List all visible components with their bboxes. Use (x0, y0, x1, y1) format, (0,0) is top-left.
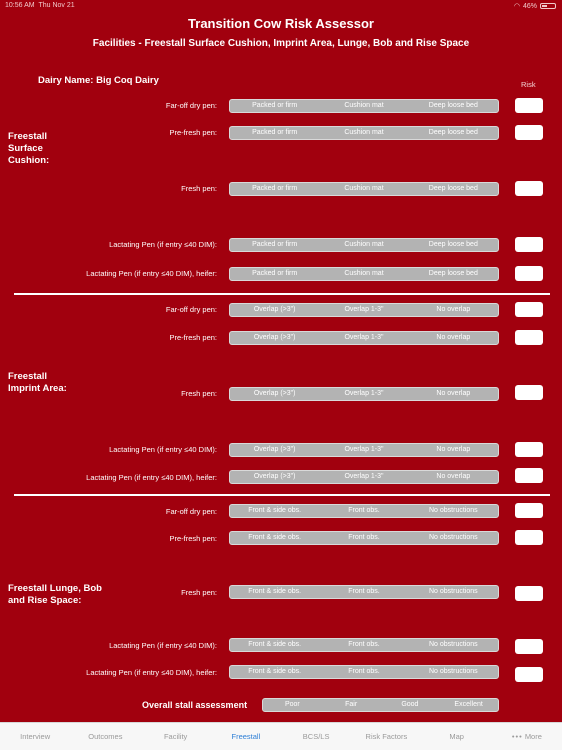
row-label-far-off: Far-off dry pen: (165, 305, 217, 314)
segmented-imprint-far-off[interactable] (229, 303, 499, 317)
dairy-name: Dairy Name: Big Coq Dairy (38, 75, 159, 86)
segment-option[interactable]: Front obs. (348, 588, 380, 595)
row-label-fresh: Fresh pen: (181, 588, 217, 597)
segmented-imprint-lactating-heifer[interactable] (229, 470, 499, 484)
segment-option[interactable]: No overlap (436, 334, 471, 341)
risk-field-cushion-pre-fresh[interactable] (515, 125, 543, 140)
wifi-icon: ◠ (513, 3, 520, 10)
segmented-lunge-pre-fresh[interactable] (229, 531, 499, 545)
segment-option[interactable]: Deep loose bed (428, 270, 478, 277)
segment-option[interactable]: Cushion mat (344, 185, 384, 192)
row-label-lactating-heifer: Lactating Pen (if entry ≤40 DIM), heifer: (86, 269, 217, 278)
segment-option[interactable]: No overlap (436, 473, 471, 480)
segmented-cushion-lactating[interactable] (229, 238, 499, 252)
segmented-overall-assessment[interactable] (262, 698, 499, 712)
risk-field-cushion-fresh[interactable] (515, 181, 543, 196)
segment-option[interactable]: No obstructions (429, 668, 478, 675)
segment-option[interactable]: Front obs. (348, 641, 380, 648)
status-time: 10:56 AM (5, 2, 35, 9)
segment-option[interactable]: Deep loose bed (428, 185, 478, 192)
segment-option[interactable]: Front & side obs. (248, 507, 302, 514)
risk-field-imprint-lactating[interactable] (515, 442, 543, 457)
section-label-lunge: Freestall Lunge, Bob and Rise Space: (8, 583, 102, 606)
segmented-cushion-lactating-heifer[interactable] (229, 267, 499, 281)
segment-option[interactable]: Overlap (>3") (253, 306, 296, 313)
status-date: Thu Nov 21 (38, 2, 75, 9)
segment-option[interactable]: Front obs. (348, 534, 380, 541)
row-label-lactating: Lactating Pen (if entry ≤40 DIM): (109, 641, 217, 650)
section-divider (14, 494, 550, 496)
segment-option[interactable]: Front obs. (348, 668, 380, 675)
section-divider (14, 293, 550, 295)
segmented-imprint-pre-fresh[interactable] (229, 331, 499, 345)
tab-bar (0, 722, 562, 750)
risk-field-lunge-lactating-heifer[interactable] (515, 667, 543, 682)
segment-option[interactable]: Overlap (>3") (253, 334, 296, 341)
segment-option[interactable]: No obstructions (429, 507, 478, 514)
risk-field-imprint-pre-fresh[interactable] (515, 330, 543, 345)
segment-option[interactable]: Poor (284, 701, 300, 708)
segment-option[interactable]: Overlap (>3") (253, 446, 296, 453)
tab-risk-factors[interactable]: Risk Factors (365, 732, 408, 741)
segment-option[interactable]: Packed or firm (252, 129, 298, 136)
overall-assessment-label: Overall stall assessment (142, 700, 248, 710)
risk-field-imprint-lactating-heifer[interactable] (515, 468, 543, 483)
segmented-lunge-far-off[interactable] (229, 504, 499, 518)
segment-option[interactable]: Front & side obs. (248, 641, 302, 648)
segment-option[interactable]: Packed or firm (252, 102, 298, 109)
segment-option[interactable]: Overlap 1-3" (344, 306, 384, 313)
segment-option[interactable]: Front obs. (348, 507, 380, 514)
risk-field-cushion-far-off[interactable] (515, 98, 543, 113)
segment-option[interactable]: No obstructions (429, 641, 478, 648)
segmented-imprint-lactating[interactable] (229, 443, 499, 457)
battery-icon (540, 3, 556, 9)
segmented-lunge-lactating[interactable] (229, 638, 499, 652)
row-label-pre-fresh: Pre-fresh pen: (169, 128, 217, 137)
tab-bcs-ls[interactable]: BCS/LS (302, 732, 330, 741)
tab-facility[interactable]: Facility (163, 732, 188, 741)
segmented-imprint-fresh[interactable] (229, 387, 499, 401)
segment-option[interactable]: No overlap (436, 306, 471, 313)
segment-option[interactable]: Good (401, 701, 419, 708)
risk-field-lunge-pre-fresh[interactable] (515, 530, 543, 545)
row-label-pre-fresh: Pre-fresh pen: (169, 333, 217, 342)
risk-field-imprint-fresh[interactable] (515, 385, 543, 400)
tab-more[interactable] (492, 723, 562, 750)
segment-option[interactable]: Packed or firm (252, 185, 298, 192)
segment-option[interactable]: No overlap (436, 446, 471, 453)
segment-option[interactable]: Deep loose bed (428, 241, 478, 248)
segment-option[interactable]: Fair (345, 701, 358, 708)
segment-option[interactable]: Front & side obs. (248, 588, 302, 595)
risk-field-cushion-lactating-heifer[interactable] (515, 266, 543, 281)
segment-option[interactable]: Packed or firm (252, 241, 298, 248)
row-label-pre-fresh: Pre-fresh pen: (169, 534, 217, 543)
segmented-cushion-far-off[interactable] (229, 99, 499, 113)
section-label-imprint: Freestall Imprint Area: (8, 371, 67, 394)
segment-option[interactable]: No overlap (436, 390, 471, 397)
row-label-lactating: Lactating Pen (if entry ≤40 DIM): (109, 445, 217, 454)
segment-option[interactable]: Deep loose bed (428, 102, 478, 109)
segment-option[interactable]: Cushion mat (344, 129, 384, 136)
page-title: Transition Cow Risk Assessor (188, 16, 374, 31)
segmented-lunge-lactating-heifer[interactable] (229, 665, 499, 679)
section-label-cushion: Freestall Surface Cushion: (8, 131, 50, 166)
segment-option[interactable]: Deep loose bed (428, 129, 478, 136)
row-label-fresh: Fresh pen: (181, 389, 217, 398)
segment-option[interactable]: Overlap (>3") (253, 473, 296, 480)
segmented-cushion-pre-fresh[interactable] (229, 126, 499, 140)
row-label-far-off: Far-off dry pen: (165, 101, 217, 110)
segment-option[interactable]: No obstructions (429, 534, 478, 541)
row-label-fresh: Fresh pen: (181, 184, 217, 193)
segment-option[interactable]: Cushion mat (344, 102, 384, 109)
segment-option[interactable]: Packed or firm (252, 270, 298, 277)
page-subtitle: Facilities - Freestall Surface Cushion, Imprint Area, Lunge, Bob and Rise Space (92, 38, 470, 49)
segment-option[interactable]: Front & side obs. (248, 668, 302, 675)
risk-field-cushion-lactating[interactable] (515, 237, 543, 252)
tab-outcomes[interactable]: Outcomes (88, 732, 123, 741)
risk-column-header: Risk (521, 80, 536, 89)
segment-option[interactable]: Cushion mat (344, 241, 384, 248)
risk-field-lunge-fresh[interactable] (515, 586, 543, 601)
segment-option[interactable]: No obstructions (429, 588, 478, 595)
tab-interview[interactable]: Interview (20, 732, 51, 741)
segment-option[interactable]: Front & side obs. (248, 534, 302, 541)
status-time-date (5, 2, 75, 9)
tab-map[interactable]: Map (449, 732, 464, 741)
risk-field-lunge-lactating[interactable] (515, 639, 543, 654)
tab-freestall[interactable]: Freestall (231, 732, 261, 741)
tab-more-label: More (524, 732, 542, 741)
segment-option[interactable]: Overlap 1-3" (344, 446, 384, 453)
row-label-far-off: Far-off dry pen: (165, 507, 217, 516)
status-right (514, 2, 556, 10)
segment-option[interactable]: Overlap 1-3" (344, 390, 384, 397)
status-bar (0, 0, 562, 12)
row-label-lactating-heifer: Lactating Pen (if entry ≤40 DIM), heifer: (86, 668, 217, 677)
battery-percent: 46% (522, 2, 537, 10)
segment-option[interactable]: Cushion mat (344, 270, 384, 277)
segmented-cushion-fresh[interactable] (229, 182, 499, 196)
segment-option[interactable]: Overlap 1-3" (344, 473, 384, 480)
risk-field-lunge-far-off[interactable] (515, 503, 543, 518)
risk-field-imprint-far-off[interactable] (515, 302, 543, 317)
row-label-lactating: Lactating Pen (if entry ≤40 DIM): (109, 240, 217, 249)
segment-option[interactable]: Overlap (>3") (253, 390, 296, 397)
segment-option[interactable]: Excellent (454, 701, 483, 708)
row-label-lactating-heifer: Lactating Pen (if entry ≤40 DIM), heifer: (86, 473, 217, 482)
more-dots-icon: ••• (511, 732, 523, 741)
segmented-lunge-fresh[interactable] (229, 585, 499, 599)
segment-option[interactable]: Overlap 1-3" (344, 334, 384, 341)
